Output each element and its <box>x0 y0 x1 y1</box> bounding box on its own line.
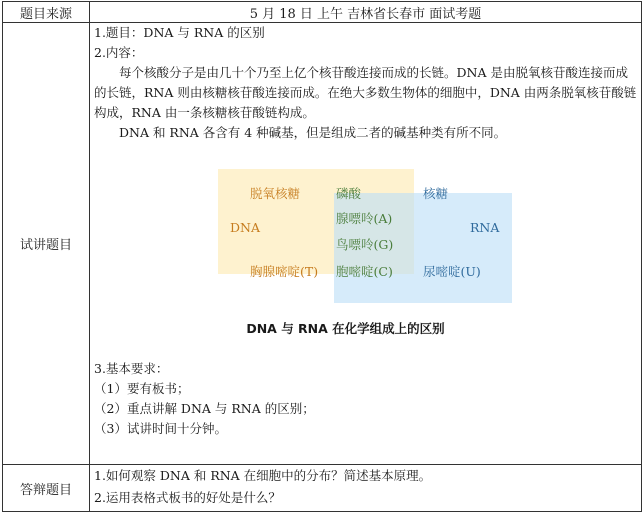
requirement-item: （1）要有板书； <box>94 381 190 396</box>
lecture-title: 1.题目：DNA 与 RNA 的区别 <box>94 25 265 40</box>
source-label: 题目来源 <box>3 2 90 23</box>
requirements-heading: 3.基本要求： <box>94 361 169 376</box>
rna-label: RNA <box>470 220 500 235</box>
lecture-content <box>90 23 642 465</box>
source-row <box>3 2 642 23</box>
dna-sugar-label: 脱氧核糖 <box>250 186 301 201</box>
adenine-label: 腺嘌呤(A) <box>336 211 393 226</box>
uracil-label: 尿嘧啶(U) <box>423 264 481 279</box>
defense-row <box>3 465 642 512</box>
lecture-row <box>3 23 642 465</box>
content-paragraph-2: DNA 和 RNA 各含有 4 种碱基，但是组成二者的碱基种类有所不同。 <box>119 125 507 140</box>
thymine-label: 胸腺嘧啶(T) <box>250 264 319 279</box>
guanine-label: 鸟嘌呤(G) <box>336 237 394 252</box>
exam-table <box>2 1 642 512</box>
requirements-block <box>90 359 641 439</box>
figure-caption: DNA 与 RNA 在化学组成上的区别 <box>246 321 445 336</box>
defense-question: 2.运用表格式板书的好处是什么？ <box>94 490 281 505</box>
phosphate-label: 磷酸 <box>336 186 362 201</box>
content-paragraph-1: 每个核酸分子是由几十个乃至上亿个核苷酸连接而成的长链。DNA 是由脱氧核苷酸连接而成的长链，RNA 则由核糖核苷酸连接而成。在绝大多数生物体的细胞中，DNA 由两条脱氧核苷酸链构成，RNA 由一条核糖核苷酸链构成。 <box>94 65 637 120</box>
defense-label: 答辩题目 <box>3 465 90 512</box>
lecture-label: 试讲题目 <box>3 23 90 465</box>
defense-question: 1.如何观察 DNA 和 RNA 在细胞中的分布？简述基本原理。 <box>94 468 432 483</box>
requirement-item: （2）重点讲解 DNA 与 RNA 的区别； <box>94 401 315 416</box>
defense-content <box>90 465 642 512</box>
dna-rna-venn-figure <box>218 169 518 307</box>
cytosine-label: 胞嘧啶(C) <box>336 264 393 279</box>
source-value: 5 月 18 日 上午 吉林省长春市 面试考题 <box>90 2 642 23</box>
ribose-label: 核糖 <box>423 186 449 201</box>
dna-label: DNA <box>230 220 260 235</box>
content-heading: 2.内容： <box>94 45 144 60</box>
requirement-item: （3）试讲时间十分钟。 <box>94 421 227 436</box>
